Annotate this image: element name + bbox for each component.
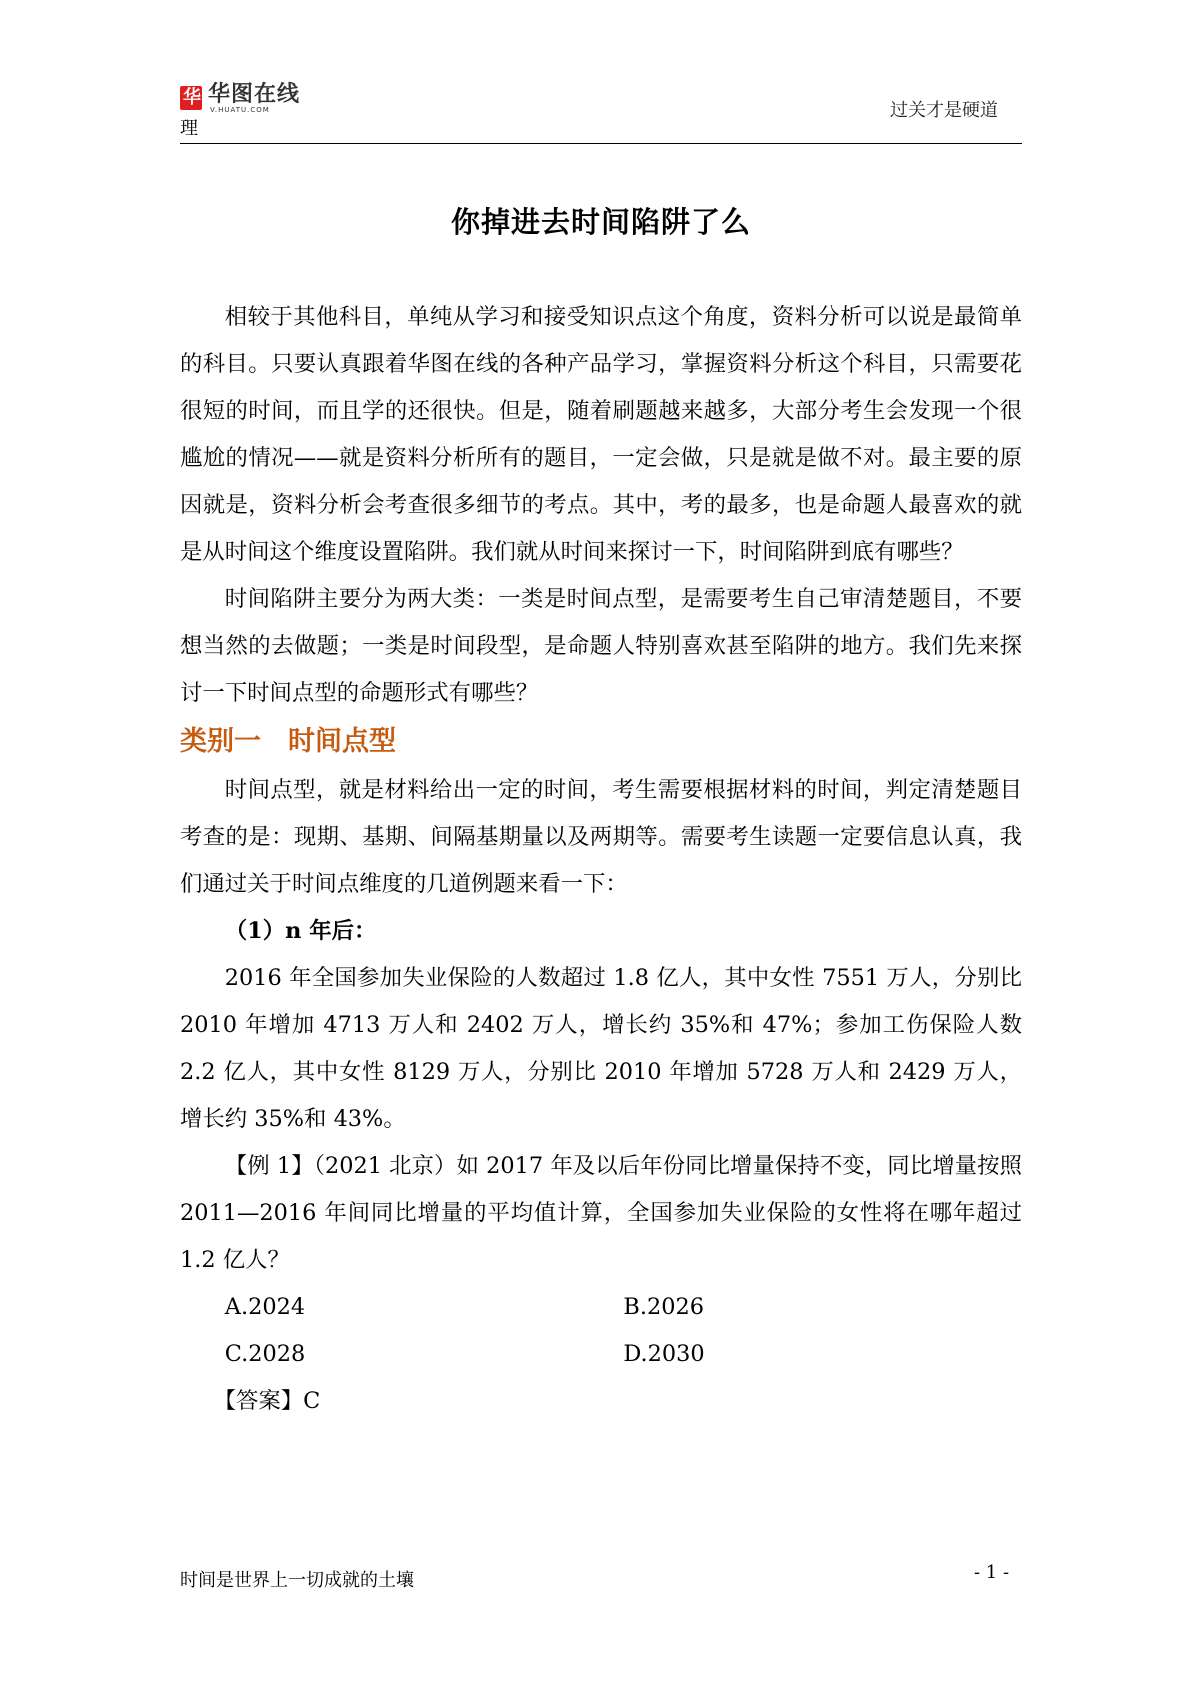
option-a: A.2024 <box>224 1294 306 1320</box>
huatu-logo <box>180 82 320 116</box>
intro-paragraph-2: 时间陷阱主要分为两大类：一类是时间点型，是需要考生自己审清楚题目，不要想当然的去做题；一类是时间段型，是命题人特别喜欢甚至陷阱的地方。我们先来探讨一下时间点型的命题形式有哪些？ <box>180 586 1022 706</box>
intro-paragraph-1: 相较于其他科目，单纯从学习和接受知识点这个角度，资料分析可以说是最简单的科目。只要认真跟着华图在线的各种产品学习，掌握资料分析这个科目，只需要花很短的时间，而且学的还很快。但是，随着刷题越来越多，大部分考生会发现一个很尴尬的情况——就是资料分析所有的题目，一定会做，只是就是做不对。最主要的原因就是，资料分析会考查很多细节的考点。其中，考的最多，也是命题人最喜欢的就是从时间这个维度设置陷阱。我们就从时间来探讨一下，时间陷阱到底有哪些？ <box>180 304 1022 565</box>
section-heading: 类别一 时间点型 <box>180 726 396 757</box>
option-c: C.2028 <box>224 1341 306 1367</box>
option-b: B.2026 <box>623 1294 704 1320</box>
material-paragraph: 2016 年全国参加失业保险的人数超过 1.8 亿人，其中女性 7551 万人，分别比 2010 年增加 4713 万人和 2402 万人，增长约 35%和 47%；参加工伤保险人数 2.2 亿人，其中女性 8129 万人，分别比 2010 年增加 5728 万人和 2429 万人，增长约 35%和 43%。 <box>180 965 1022 1132</box>
page-header <box>180 82 1022 144</box>
document-title: 你掉进去时间陷阱了么 <box>450 205 751 239</box>
logo-text: 华图在线 <box>208 82 301 107</box>
header-divider <box>180 143 1022 144</box>
subheading: （1）n 年后： <box>224 918 377 944</box>
logo-mark-icon <box>180 86 202 110</box>
page-number: - 1 - <box>974 1562 1010 1583</box>
example-question: 【例 1】（2021 北京）如 2017 年及以后年份同比增量保持不变，同比增量按照 2011—2016 年间同比增量的平均值计算，全国参加失业保险的女性将在哪年超过 1.2 亿人？ <box>180 1153 1022 1273</box>
footer-motto: 时间是世界上一切成就的土壤 <box>180 1570 414 1591</box>
section-paragraph: 时间点型，就是材料给出一定的时间，考生需要根据材料的时间，判定清楚题目考查的是：现期、基期、间隔基期量以及两期等。需要考生读题一定要信息认真，我们通过关于时间点维度的几道例题来看一下： <box>180 777 1022 897</box>
logo-url: V.HUATU.COM <box>210 106 270 114</box>
document-body <box>180 294 1022 1425</box>
header-slogan: 过关才是硬道 <box>890 100 998 121</box>
options-row-1 <box>180 1284 1022 1331</box>
logo-glyph: 华 <box>183 87 201 108</box>
answer: 【答案】C <box>213 1388 321 1414</box>
option-d: D.2030 <box>623 1341 705 1367</box>
header-char: 理 <box>180 118 198 139</box>
options-row-2 <box>180 1331 1022 1378</box>
